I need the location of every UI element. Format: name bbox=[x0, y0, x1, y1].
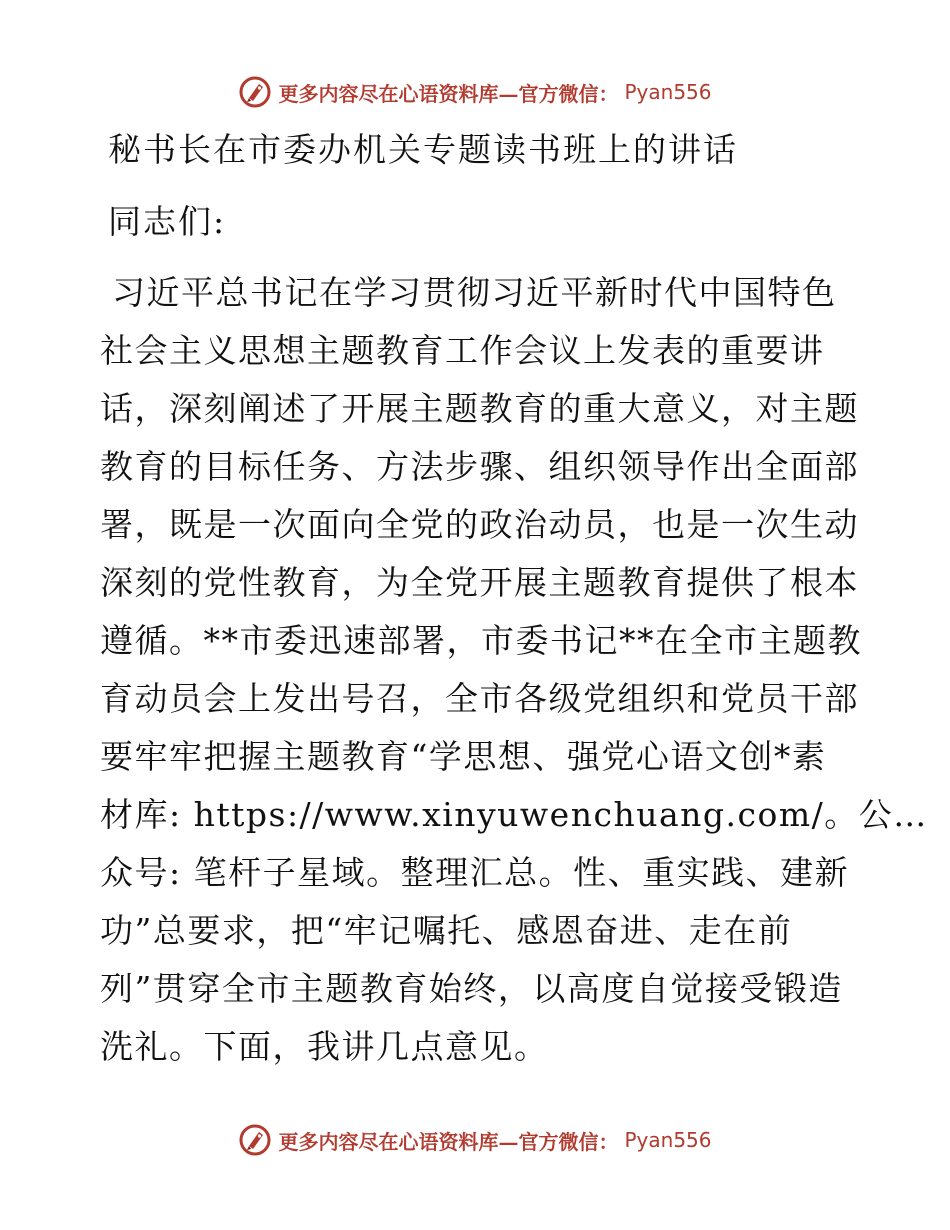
body-line: 要牢牢把握主题教育“学思想、强党心语文创*素 bbox=[100, 737, 827, 776]
body-line: 功”总要求，把“牢记嘱托、感恩奋进、走在前 bbox=[100, 911, 793, 950]
red-pen-nib-logo-icon bbox=[238, 75, 272, 109]
body-line: 话，深刻阐述了开展主题教育的重大意义，对主题 bbox=[100, 389, 859, 428]
header-banner bbox=[0, 72, 950, 112]
body-line: 社会主义思想主题教育工作会议上发表的重要讲 bbox=[100, 331, 825, 370]
header-contact-text: Pyan556 bbox=[624, 80, 712, 104]
body-line: 众号: 笔杆子星域。整理汇总。性、重实践、建新 bbox=[100, 853, 850, 892]
body-paragraph bbox=[100, 264, 928, 1076]
footer-brand-text: 更多内容尽在心语资料库—官方微信： bbox=[278, 1129, 619, 1154]
document-title: 秘书长在市委办机关专题读书班上的讲话 bbox=[108, 130, 738, 169]
body-line: 深刻的党性教育，为全党开展主题教育提供了根本 bbox=[100, 563, 859, 602]
body-line: 遵循。**市委迅速部署，市委书记**在全市主题教 bbox=[100, 621, 862, 660]
body-line: 列”贯穿全市主题教育始终，以高度自觉接受锻造 bbox=[100, 969, 843, 1008]
header-brand-text: 更多内容尽在心语资料库—官方微信： bbox=[278, 81, 619, 106]
body-line: 材库: https://www.xinyuwenchuang.com/。公… bbox=[100, 795, 928, 834]
body-line: 育动员会上发出号召，全市各级党组织和党员干部 bbox=[100, 679, 859, 718]
salutation: 同志们: bbox=[108, 202, 227, 241]
footer-banner bbox=[0, 1120, 950, 1160]
body-line: 教育的目标任务、方法步骤、组织领导作出全面部 bbox=[100, 447, 859, 486]
body-line: 习近平总书记在学习贯彻习近平新时代中国特色 bbox=[112, 273, 837, 312]
body-line: 洗礼。下面，我讲几点意见。 bbox=[100, 1027, 549, 1066]
body-line: 署，既是一次面向全党的政治动员，也是一次生动 bbox=[100, 505, 859, 544]
red-pen-nib-logo-icon bbox=[238, 1123, 272, 1157]
footer-contact-text: Pyan556 bbox=[624, 1128, 712, 1152]
